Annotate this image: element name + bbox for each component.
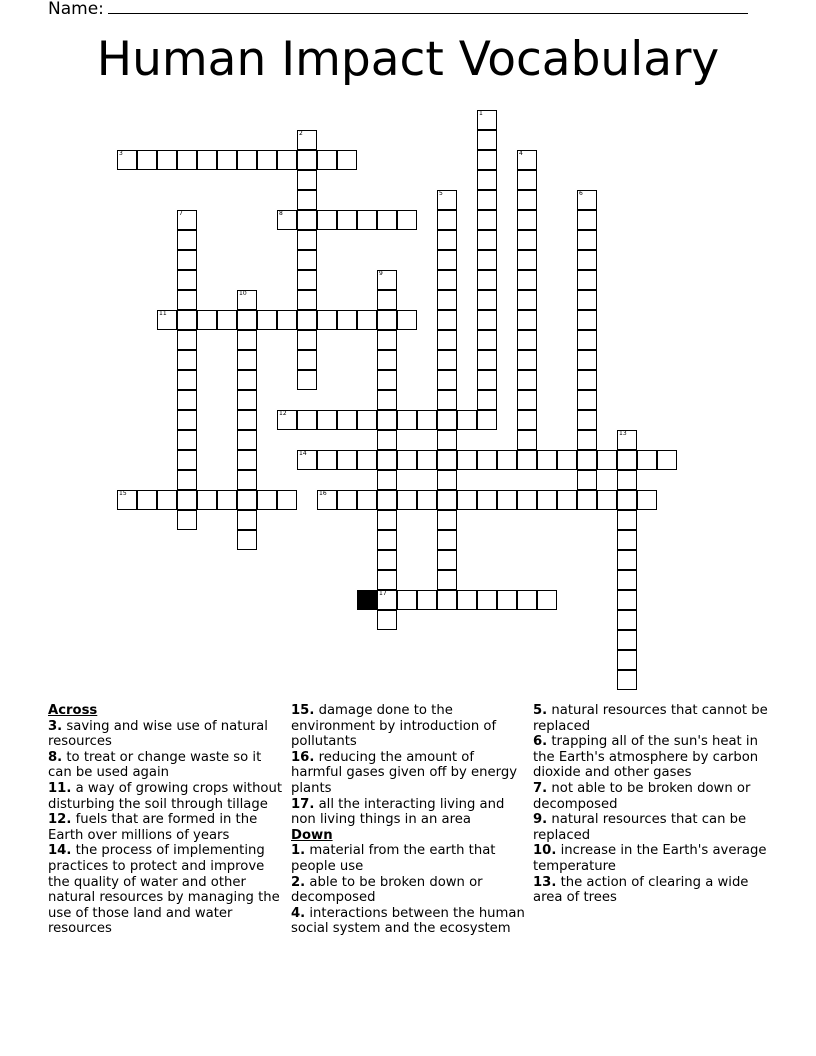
grid-cell[interactable] bbox=[437, 250, 457, 270]
grid-cell[interactable] bbox=[497, 590, 517, 610]
grid-cell[interactable] bbox=[437, 290, 457, 310]
grid-cell[interactable] bbox=[177, 410, 197, 430]
grid-cell[interactable] bbox=[437, 210, 457, 230]
grid-cell[interactable] bbox=[177, 450, 197, 470]
grid-cell[interactable] bbox=[177, 330, 197, 350]
clue-across-17: 17. all the interacting living and non living things in an area bbox=[291, 796, 505, 828]
grid-cell[interactable] bbox=[517, 250, 537, 270]
clue-column-3 bbox=[533, 703, 769, 906]
grid-cell[interactable] bbox=[517, 390, 537, 410]
clue-down-7: 7. not able to be broken down or decomposed bbox=[533, 780, 751, 812]
grid-cell[interactable] bbox=[277, 410, 297, 430]
grid-cell[interactable] bbox=[377, 310, 397, 330]
clue-number: 14 bbox=[299, 450, 307, 457]
grid-cell[interactable] bbox=[177, 350, 197, 370]
grid-cell[interactable] bbox=[377, 490, 397, 510]
clue-across-3: 3. saving and wise use of natural resources bbox=[48, 718, 268, 750]
clue-across-15: 15. damage done to the environment by introduction of pollutants bbox=[291, 703, 497, 750]
grid-cell[interactable] bbox=[237, 150, 257, 170]
grid-cell[interactable] bbox=[617, 450, 637, 470]
grid-cell[interactable] bbox=[477, 290, 497, 310]
grid-cell[interactable] bbox=[577, 230, 597, 250]
grid-cell[interactable] bbox=[517, 490, 537, 510]
grid-cell[interactable] bbox=[157, 310, 177, 330]
grid-cell[interactable] bbox=[477, 490, 497, 510]
grid-cell[interactable] bbox=[257, 150, 277, 170]
grid-cell[interactable] bbox=[417, 450, 437, 470]
grid-cell[interactable] bbox=[117, 490, 137, 510]
grid-cell[interactable] bbox=[297, 150, 317, 170]
clue-number: 3 bbox=[119, 150, 123, 157]
grid-cell[interactable] bbox=[337, 490, 357, 510]
grid-cell[interactable] bbox=[477, 150, 497, 170]
grid-cell[interactable] bbox=[517, 590, 537, 610]
grid-cell[interactable] bbox=[437, 270, 457, 290]
grid-cell[interactable] bbox=[417, 490, 437, 510]
grid-cell[interactable] bbox=[577, 210, 597, 230]
grid-cell[interactable] bbox=[637, 490, 657, 510]
grid-cell[interactable] bbox=[437, 430, 457, 450]
clue-down-6: 6. trapping all of the sun's heat in the Earth's atmosphere by carbon dioxide and other gases bbox=[533, 734, 759, 781]
grid-cell[interactable] bbox=[177, 210, 197, 230]
grid-cell[interactable] bbox=[297, 310, 317, 330]
grid-cell[interactable] bbox=[297, 230, 317, 250]
clue-down-4: 4. interactions between the human social system and the ecosystem bbox=[291, 905, 525, 937]
grid-cell[interactable] bbox=[237, 410, 257, 430]
grid-cell[interactable] bbox=[457, 410, 477, 430]
clue-number: 2 bbox=[299, 130, 303, 137]
grid-cell[interactable] bbox=[477, 230, 497, 250]
grid-cell[interactable] bbox=[377, 270, 397, 290]
grid-cell[interactable] bbox=[377, 390, 397, 410]
grid-cell[interactable] bbox=[617, 490, 637, 510]
grid-cell[interactable] bbox=[277, 210, 297, 230]
grid-cell[interactable] bbox=[377, 290, 397, 310]
grid-cell[interactable] bbox=[377, 210, 397, 230]
grid-cell[interactable] bbox=[477, 330, 497, 350]
grid-cell[interactable] bbox=[577, 410, 597, 430]
grid-cell[interactable] bbox=[517, 370, 537, 390]
grid-cell[interactable] bbox=[597, 490, 617, 510]
grid-cell[interactable] bbox=[237, 310, 257, 330]
grid-cell[interactable] bbox=[517, 230, 537, 250]
grid-cell[interactable] bbox=[217, 310, 237, 330]
clue-down-13: 13. the action of clearing a wide area of trees bbox=[533, 874, 749, 906]
grid-cell[interactable] bbox=[577, 250, 597, 270]
across-header: Across bbox=[48, 703, 98, 718]
grid-cell[interactable] bbox=[297, 250, 317, 270]
clue-across-14: 14. the process of implementing practices to protect and improve the quality of water and other natural resources by managing the use of those land and water resources bbox=[48, 843, 280, 937]
grid-cell[interactable] bbox=[477, 310, 497, 330]
page-title: Human Impact Vocabulary bbox=[96, 32, 720, 87]
grid-cell[interactable] bbox=[237, 530, 257, 550]
grid-cell[interactable] bbox=[657, 450, 677, 470]
clue-number: 12 bbox=[279, 410, 287, 417]
grid-cell[interactable] bbox=[517, 330, 537, 350]
grid-cell[interactable] bbox=[177, 490, 197, 510]
grid-cell[interactable] bbox=[337, 210, 357, 230]
grid-cell[interactable] bbox=[217, 150, 237, 170]
clue-number: 1 bbox=[479, 110, 483, 117]
clue-down-5: 5. natural resources that cannot be replaced bbox=[533, 703, 768, 734]
grid-cell[interactable] bbox=[437, 550, 457, 570]
grid-cell[interactable] bbox=[377, 330, 397, 350]
grid-cell[interactable] bbox=[177, 270, 197, 290]
grid-cell[interactable] bbox=[357, 210, 377, 230]
grid-cell[interactable] bbox=[437, 510, 457, 530]
grid-cell[interactable] bbox=[477, 110, 497, 130]
clue-number: 4 bbox=[519, 150, 523, 157]
grid-cell[interactable] bbox=[237, 490, 257, 510]
grid-cell[interactable] bbox=[237, 430, 257, 450]
grid-cell[interactable] bbox=[437, 450, 457, 470]
grid-cell[interactable] bbox=[177, 250, 197, 270]
grid-cell[interactable] bbox=[157, 150, 177, 170]
grid-cell[interactable] bbox=[177, 430, 197, 450]
clue-down-9: 9. natural resources that can be replaced bbox=[533, 812, 747, 843]
clue-column-1 bbox=[48, 703, 284, 937]
grid-cell[interactable] bbox=[237, 510, 257, 530]
grid-cell[interactable] bbox=[577, 350, 597, 370]
grid-cell[interactable] bbox=[577, 430, 597, 450]
grid-cell[interactable] bbox=[617, 430, 637, 450]
grid-cell[interactable] bbox=[457, 450, 477, 470]
grid-cell[interactable] bbox=[617, 570, 637, 590]
grid-cell[interactable] bbox=[377, 410, 397, 430]
grid-cell[interactable] bbox=[477, 130, 497, 150]
grid-cell[interactable] bbox=[397, 490, 417, 510]
grid-cell[interactable] bbox=[517, 170, 537, 190]
grid-cell[interactable] bbox=[137, 150, 157, 170]
grid-cell[interactable] bbox=[617, 550, 637, 570]
grid-cell[interactable] bbox=[317, 310, 337, 330]
grid-cell[interactable] bbox=[637, 450, 657, 470]
grid-cell[interactable] bbox=[137, 490, 157, 510]
grid-cell[interactable] bbox=[377, 370, 397, 390]
grid-cell[interactable] bbox=[237, 450, 257, 470]
grid-cell[interactable] bbox=[297, 410, 317, 430]
clue-number: 7 bbox=[179, 210, 183, 217]
grid-cell[interactable] bbox=[557, 490, 577, 510]
grid-cell[interactable] bbox=[297, 330, 317, 350]
grid-cell[interactable] bbox=[577, 390, 597, 410]
grid-cell[interactable] bbox=[517, 450, 537, 470]
grid-cell[interactable] bbox=[477, 190, 497, 210]
grid-cell[interactable] bbox=[577, 290, 597, 310]
grid-cell[interactable] bbox=[437, 310, 457, 330]
grid-cell[interactable] bbox=[477, 390, 497, 410]
grid-cell[interactable] bbox=[237, 350, 257, 370]
grid-cell[interactable] bbox=[617, 530, 637, 550]
grid-cell[interactable] bbox=[437, 490, 457, 510]
grid-cell[interactable] bbox=[517, 310, 537, 330]
grid-cell[interactable] bbox=[517, 350, 537, 370]
grid-cell[interactable] bbox=[437, 590, 457, 610]
clue-number: 11 bbox=[159, 310, 167, 317]
grid-cell[interactable] bbox=[437, 330, 457, 350]
grid-cell[interactable] bbox=[517, 430, 537, 450]
grid-cell[interactable] bbox=[577, 490, 597, 510]
grid-cell[interactable] bbox=[377, 450, 397, 470]
clue-number: 5 bbox=[439, 190, 443, 197]
grid-cell[interactable] bbox=[377, 350, 397, 370]
clue-number: 15 bbox=[119, 490, 127, 497]
clue-column-2 bbox=[291, 703, 527, 937]
grid-cell[interactable] bbox=[597, 450, 617, 470]
grid-cell[interactable] bbox=[617, 650, 637, 670]
grid-cell[interactable] bbox=[257, 490, 277, 510]
grid-cell[interactable] bbox=[477, 450, 497, 470]
grid-cell[interactable] bbox=[397, 310, 417, 330]
grid-cell[interactable] bbox=[297, 210, 317, 230]
grid-cell[interactable] bbox=[577, 470, 597, 490]
grid-cell[interactable] bbox=[177, 150, 197, 170]
grid-cell[interactable] bbox=[337, 450, 357, 470]
grid-cell[interactable] bbox=[397, 410, 417, 430]
grid-cell[interactable] bbox=[437, 410, 457, 430]
grid-cell[interactable] bbox=[577, 190, 597, 210]
grid-cell[interactable] bbox=[617, 510, 637, 530]
grid-cell[interactable] bbox=[617, 590, 637, 610]
down-header: Down bbox=[291, 827, 333, 843]
grid-cell[interactable] bbox=[197, 150, 217, 170]
grid-cell[interactable] bbox=[517, 290, 537, 310]
grid-cell[interactable] bbox=[437, 390, 457, 410]
clue-across-8: 8. to treat or change waste so it can be used again bbox=[48, 749, 262, 781]
grid-cell[interactable] bbox=[217, 490, 237, 510]
grid-cell[interactable] bbox=[477, 370, 497, 390]
clue-number: 17 bbox=[379, 590, 387, 597]
grid-cell[interactable] bbox=[177, 310, 197, 330]
grid-cell[interactable] bbox=[377, 550, 397, 570]
grid-cell[interactable] bbox=[177, 290, 197, 310]
grid-cell[interactable] bbox=[437, 470, 457, 490]
grid-cell[interactable] bbox=[617, 670, 637, 690]
grid-cell[interactable] bbox=[277, 310, 297, 330]
grid-cell[interactable] bbox=[437, 570, 457, 590]
grid-cell[interactable] bbox=[297, 190, 317, 210]
grid-cell[interactable] bbox=[277, 150, 297, 170]
grid-cell[interactable] bbox=[237, 330, 257, 350]
grid-cell[interactable] bbox=[517, 210, 537, 230]
grid-cell[interactable] bbox=[377, 430, 397, 450]
grid-cell[interactable] bbox=[437, 230, 457, 250]
grid-cell[interactable] bbox=[397, 210, 417, 230]
grid-cell[interactable] bbox=[617, 610, 637, 630]
clue-down-2: 2. able to be broken down or decomposed bbox=[291, 874, 483, 906]
grid-cell[interactable] bbox=[117, 150, 137, 170]
grid-cell[interactable] bbox=[517, 410, 537, 430]
grid-cell[interactable] bbox=[297, 170, 317, 190]
grid-cell[interactable] bbox=[317, 150, 337, 170]
grid-cell[interactable] bbox=[457, 490, 477, 510]
grid-cell[interactable] bbox=[397, 450, 417, 470]
grid-cell[interactable] bbox=[177, 390, 197, 410]
grid-cell[interactable] bbox=[357, 310, 377, 330]
grid-cell[interactable] bbox=[357, 410, 377, 430]
grid-cell[interactable] bbox=[557, 450, 577, 470]
grid-cell[interactable] bbox=[377, 610, 397, 630]
grid-cell[interactable] bbox=[537, 450, 557, 470]
grid-cell[interactable] bbox=[177, 510, 197, 530]
grid-cell[interactable] bbox=[317, 210, 337, 230]
grid-cell[interactable] bbox=[477, 210, 497, 230]
grid-cell[interactable] bbox=[477, 350, 497, 370]
grid-cell[interactable] bbox=[497, 490, 517, 510]
grid-cell[interactable] bbox=[297, 350, 317, 370]
grid-cell[interactable] bbox=[477, 270, 497, 290]
black-cell bbox=[357, 590, 377, 610]
clue-number: 6 bbox=[579, 190, 583, 197]
grid-cell[interactable] bbox=[197, 310, 217, 330]
grid-cell[interactable] bbox=[417, 590, 437, 610]
clue-number: 16 bbox=[319, 490, 327, 497]
name-label: Name: bbox=[48, 0, 104, 19]
grid-cell[interactable] bbox=[337, 310, 357, 330]
grid-cell[interactable] bbox=[377, 530, 397, 550]
grid-cell[interactable] bbox=[517, 150, 537, 170]
grid-cell[interactable] bbox=[477, 250, 497, 270]
grid-cell[interactable] bbox=[577, 310, 597, 330]
grid-cell[interactable] bbox=[517, 190, 537, 210]
clue-across-12: 12. fuels that are formed in the Earth over millions of years bbox=[48, 812, 258, 843]
grid-cell[interactable] bbox=[297, 130, 317, 150]
clue-across-16: 16. reducing the amount of harmful gases given off by energy plants bbox=[291, 749, 517, 796]
clue-number: 13 bbox=[619, 430, 627, 437]
grid-cell[interactable] bbox=[297, 290, 317, 310]
grid-cell[interactable] bbox=[297, 270, 317, 290]
grid-cell[interactable] bbox=[297, 450, 317, 470]
grid-cell[interactable] bbox=[377, 510, 397, 530]
grid-cell[interactable] bbox=[417, 410, 437, 430]
grid-cell[interactable] bbox=[377, 590, 397, 610]
grid-cell[interactable] bbox=[257, 310, 277, 330]
grid-cell[interactable] bbox=[437, 530, 457, 550]
grid-cell[interactable] bbox=[477, 170, 497, 190]
grid-cell[interactable] bbox=[337, 410, 357, 430]
grid-cell[interactable] bbox=[317, 490, 337, 510]
grid-cell[interactable] bbox=[577, 450, 597, 470]
clue-number: 8 bbox=[279, 210, 283, 217]
grid-cell[interactable] bbox=[317, 450, 337, 470]
clue-down-1: 1. material from the earth that people use bbox=[291, 843, 496, 874]
grid-cell[interactable] bbox=[237, 290, 257, 310]
clue-number: 10 bbox=[239, 290, 247, 297]
grid-cell[interactable] bbox=[477, 590, 497, 610]
grid-cell[interactable] bbox=[377, 570, 397, 590]
grid-cell[interactable] bbox=[337, 150, 357, 170]
clue-down-10: 10. increase in the Earth's average temperature bbox=[533, 843, 767, 874]
grid-cell[interactable] bbox=[617, 470, 637, 490]
grid-cell[interactable] bbox=[497, 450, 517, 470]
grid-cell[interactable] bbox=[437, 190, 457, 210]
grid-cell[interactable] bbox=[197, 490, 217, 510]
grid-cell[interactable] bbox=[317, 410, 337, 430]
grid-cell[interactable] bbox=[237, 390, 257, 410]
grid-cell[interactable] bbox=[577, 330, 597, 350]
grid-cell[interactable] bbox=[237, 470, 257, 490]
grid-cell[interactable] bbox=[177, 370, 197, 390]
grid-cell[interactable] bbox=[297, 370, 317, 390]
grid-cell[interactable] bbox=[397, 590, 417, 610]
grid-cell[interactable] bbox=[577, 270, 597, 290]
grid-cell[interactable] bbox=[237, 370, 257, 390]
grid-cell[interactable] bbox=[577, 370, 597, 390]
grid-cell[interactable] bbox=[517, 270, 537, 290]
grid-cell[interactable] bbox=[377, 470, 397, 490]
grid-cell[interactable] bbox=[357, 490, 377, 510]
grid-cell[interactable] bbox=[437, 370, 457, 390]
grid-cell[interactable] bbox=[357, 450, 377, 470]
grid-cell[interactable] bbox=[157, 490, 177, 510]
grid-cell[interactable] bbox=[537, 490, 557, 510]
grid-cell[interactable] bbox=[277, 490, 297, 510]
grid-cell[interactable] bbox=[477, 410, 497, 430]
clue-number: 9 bbox=[379, 270, 383, 277]
clue-across-11: 11. a way of growing crops without disturbing the soil through tillage bbox=[48, 780, 283, 812]
grid-cell[interactable] bbox=[457, 590, 477, 610]
grid-cell[interactable] bbox=[617, 630, 637, 650]
grid-cell[interactable] bbox=[537, 590, 557, 610]
grid-cell[interactable] bbox=[177, 470, 197, 490]
grid-cell[interactable] bbox=[437, 350, 457, 370]
grid-cell[interactable] bbox=[177, 230, 197, 250]
